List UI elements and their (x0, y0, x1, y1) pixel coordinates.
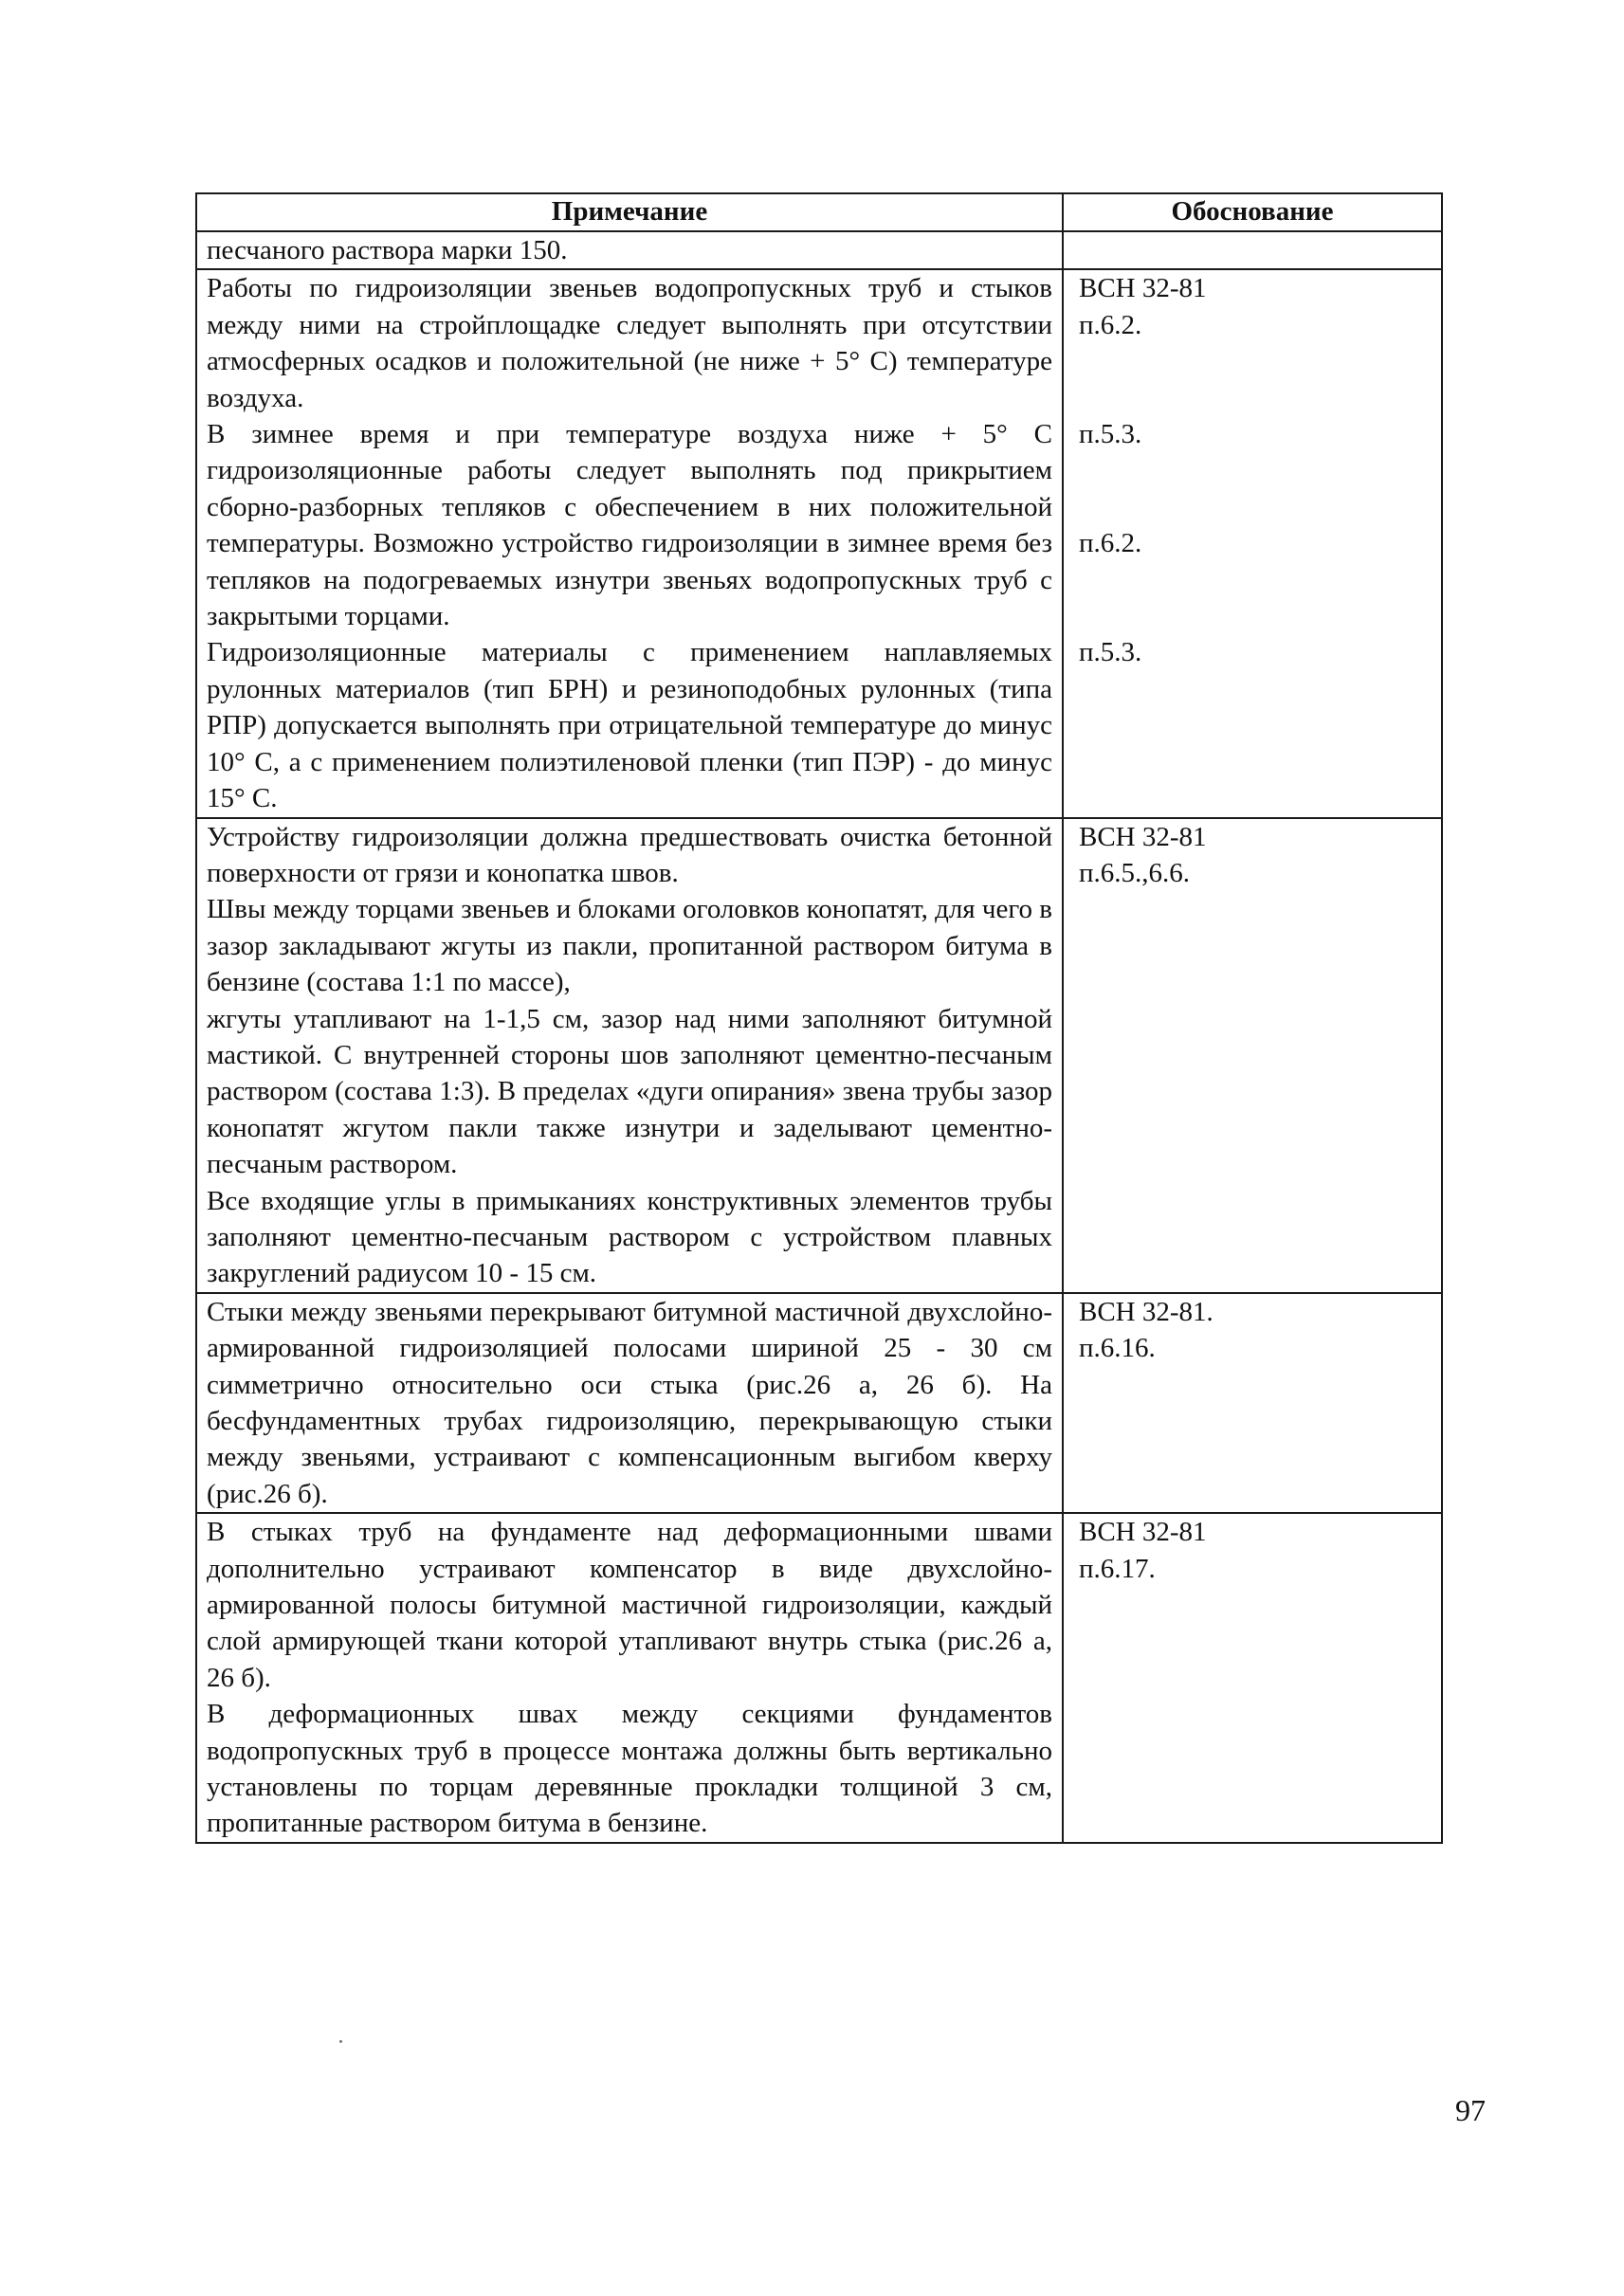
notes-table (195, 192, 1443, 1844)
basis-line: п.5.3. (1079, 419, 1142, 450)
table-row (196, 1293, 1442, 1513)
table-header-row (196, 193, 1442, 231)
basis-line (1079, 232, 1432, 268)
basis-line (1079, 598, 1432, 634)
basis-line: п.6.16. (1079, 1333, 1156, 1364)
note-paragraph: В стыках труб на фундаменте над деформационными швами дополнительно устраивают компенсатор в виде двухслойно-армированной полосы битумной мастичной гидроизоляции, каждый слой армирующей ткани которой утапливают внутрь стыка (рис.26 а, 26 б). (207, 1517, 1052, 1693)
basis-line: ВСН 32-81 (1079, 273, 1207, 304)
basis-line: ВСН 32-81. (1079, 1296, 1213, 1327)
table-body (196, 231, 1442, 1843)
note-cell (196, 1293, 1063, 1513)
note-paragraph: В деформационных швах между секциями фундаментов водопропускных труб в процессе монтажа должны быть вертикально установлены по торцам деревянные прокладки толщиной 3 см, пропитанные раствором битума в бензине. (207, 1699, 1052, 1839)
basis-line: п.6.2. (1079, 528, 1142, 559)
basis-line: ВСН 32-81 (1079, 821, 1207, 852)
note-paragraph: жгуты утапливают на 1-1,5 см, зазор над ними заполняют битумной мастикой. С внутренней стороны шов заполняют цементно-песчаным раствором (состава 1:3). В пределах «дуги опирания» звена трубы зазор конопатят жгутом пакли также изнутри и заделывают цементно-песчаным раствором. (207, 1003, 1052, 1180)
table-row (196, 818, 1442, 1293)
basis-cell (1063, 231, 1442, 269)
note-paragraph: В зимнее время и при температуре воздуха ниже + 5° С гидроизоляционные работы следует выполнять под прикрытием сборно-разборных тепляков с обеспечением в них положительной температуры. Возможно устройство гидроизоляции в зимнее время без тепляков на подогреваемых изнутри звеньях водопропускных труб с закрытыми торцами. (207, 419, 1052, 632)
note-paragraph: песчаного раствора марки 150. (207, 235, 568, 265)
basis-cell (1063, 818, 1442, 1293)
basis-line (1079, 562, 1432, 598)
basis-line (1079, 489, 1432, 525)
note-paragraph: Стыки между звеньями перекрывают битумной мастичной двухслойно-армированной гидроизоляцией полосами шириной 25 - 30 см симметрично относительно оси стыка (рис.26 а, 26 б). На бесфундаментных трубах гидроизоляцию, перекрывающую стыки между звеньями, устраивают с компенсационным выгибом кверху (рис.26 б). (207, 1296, 1052, 1509)
note-cell (196, 231, 1063, 269)
basis-line: ВСН 32-81 (1079, 1517, 1207, 1548)
table-row (196, 1513, 1442, 1843)
note-paragraph: Все входящие углы в примыканиях конструктивных элементов трубы заполняют цементно-песчаным раствором с устройством плавных закруглений радиусом 10 - 15 см. (207, 1185, 1052, 1289)
note-paragraph: Работы по гидроизоляции звеньев водопропускных труб и стыков между ними на стройплощадке следует выполнять при отсутствии атмосферных осадков и положительной (не ниже + 5° С) температуре воздуха. (207, 273, 1052, 413)
basis-line (1079, 343, 1432, 379)
note-cell (196, 269, 1063, 817)
basis-cell (1063, 1513, 1442, 1843)
note-cell (196, 1513, 1063, 1843)
note-paragraph: Швы между торцами звеньев и блоками оголовков конопатят, для чего в зазор закладывают жгуты из пакли, пропитанной раствором битума в бензине (состава 1:1 по массе), (207, 894, 1052, 998)
note-cell (196, 818, 1063, 1293)
table-row (196, 231, 1442, 269)
basis-line (1079, 452, 1432, 488)
note-paragraph: Гидроизоляционные материалы с применением наплавляемых рулонных материалов (тип БРН) и резиноподобных рулонных (типа РПР) допускается выполнять при отрицательной температуре до минус 10° С, а с применением полиэтиленовой пленки (тип ПЭР) - до минус 15° С. (207, 637, 1052, 814)
basis-line: п.5.3. (1079, 637, 1142, 668)
column-header-basis: Обоснование (1063, 193, 1442, 231)
table-row (196, 269, 1442, 817)
scan-speck (339, 2040, 342, 2043)
column-header-note: Примечание (196, 193, 1063, 231)
basis-cell (1063, 1293, 1442, 1513)
page-number: 97 (1455, 2093, 1486, 2127)
basis-cell (1063, 269, 1442, 817)
basis-line: п.6.5.,6.6. (1079, 857, 1191, 888)
basis-line (1079, 380, 1432, 416)
note-paragraph: Устройству гидроизоляции должна предшествовать очистка бетонной поверхности от грязи и конопатка швов. (207, 821, 1052, 888)
basis-line: п.6.2. (1079, 309, 1142, 340)
basis-line: п.6.17. (1079, 1553, 1156, 1584)
